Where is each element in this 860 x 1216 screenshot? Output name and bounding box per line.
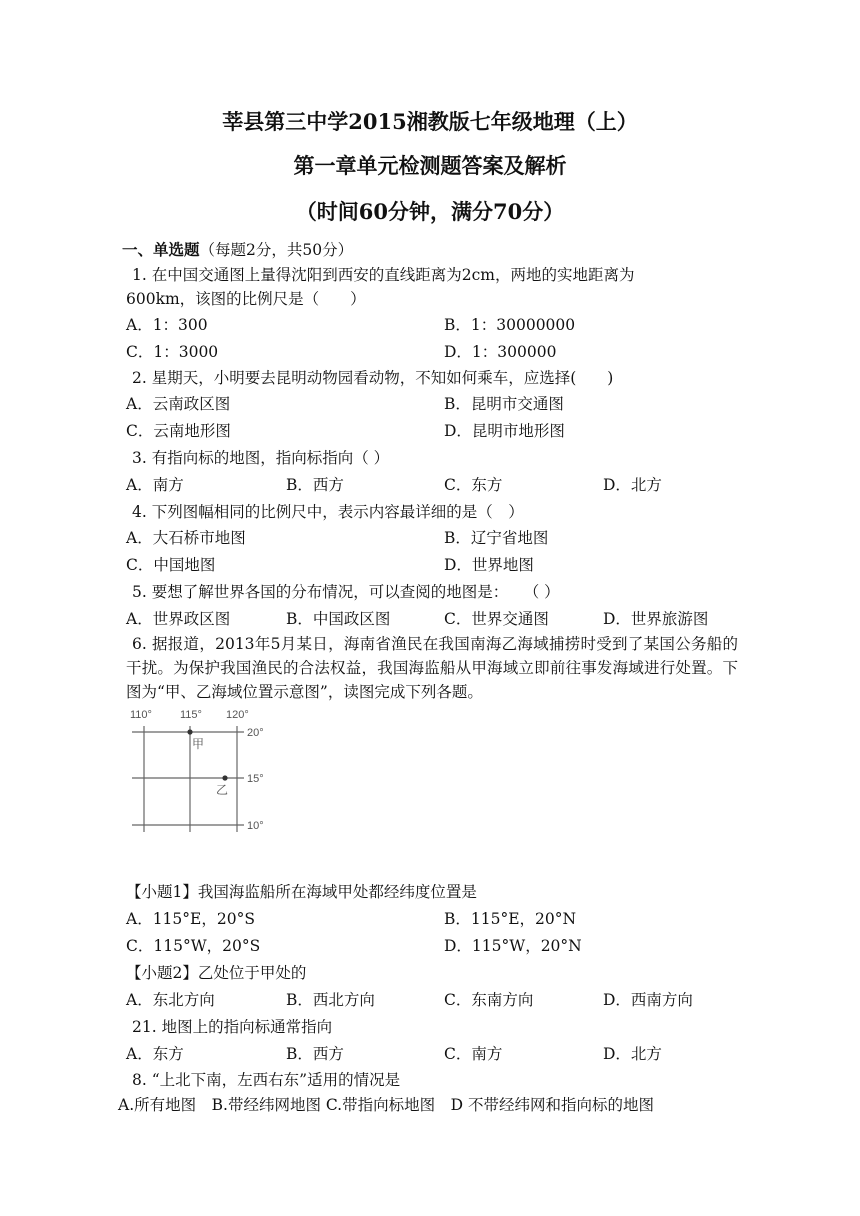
q8-stem: 8. “上北下南，左西右东”适用的情况是 xyxy=(132,1071,401,1089)
q4-option-c: C．中国地图 xyxy=(126,556,216,574)
lat-label-10: 10° xyxy=(247,820,264,832)
q1-stem-line1: 1. 在中国交通图上量得沈阳到西安的直线距离为2cm，两地的实地距离为 xyxy=(132,266,635,284)
lat-label-20: 20° xyxy=(247,727,264,739)
q2-option-b: B．昆明市交通图 xyxy=(444,395,564,413)
q21-option-b: B．西方 xyxy=(286,1045,344,1063)
title-school: 莘县第三中学2015湘教版七年级地理（上） xyxy=(222,109,638,134)
q21-option-a: A．东方 xyxy=(126,1045,184,1063)
q6-sub2-option-a: A．东北方向 xyxy=(126,991,215,1009)
q4-option-d: D．世界地图 xyxy=(444,556,534,574)
q2-option-a: A．云南政区图 xyxy=(126,395,231,413)
q6-sub1-option-c: C．115°W，20°S xyxy=(126,937,261,955)
q6-sub2-option-d: D．西南方向 xyxy=(603,991,693,1009)
q6-sub2-option-c: C．东南方向 xyxy=(444,991,534,1009)
point-yi-marker xyxy=(222,775,227,780)
q6-sub2-stem: 【小题2】乙处位于甲处的 xyxy=(126,964,307,982)
q21-option-d: D．北方 xyxy=(603,1045,662,1063)
q4-option-b: B．辽宁省地图 xyxy=(444,529,549,547)
title-chapter: 第一章单元检测题答案及解析 xyxy=(293,153,567,178)
point-jia-label: 甲 xyxy=(192,737,205,751)
q5-option-b: B．中国政区图 xyxy=(286,610,391,628)
q2-option-c: C．云南地形图 xyxy=(126,422,231,440)
q5-option-a: A．世界政区图 xyxy=(126,610,231,628)
q3-option-d: D．北方 xyxy=(603,476,662,494)
point-yi-label: 乙 xyxy=(216,783,229,797)
q3-option-a: A．南方 xyxy=(126,476,184,494)
lat-label-15: 15° xyxy=(247,773,264,785)
q5-stem: 5. 要想了解世界各国的分布情况，可以查阅的地图是： （ ） xyxy=(132,583,560,601)
q3-option-b: B．西方 xyxy=(286,476,344,494)
q5-option-d: D．世界旅游图 xyxy=(603,610,709,628)
q1-option-d: D．1：300000 xyxy=(444,343,557,361)
lat-lon-grid-map xyxy=(124,704,284,834)
q6-sub1-option-d: D．115°W，20°N xyxy=(444,937,582,955)
title-time: （时间60分钟，满分70分） xyxy=(295,199,565,224)
q4-stem: 4. 下列图幅相同的比例尺中，表示内容最详细的是（ ） xyxy=(132,503,524,521)
q21-option-c: C．南方 xyxy=(444,1045,503,1063)
section-note: （每题2分，共50分） xyxy=(199,241,354,259)
q1-option-b: B．1：30000000 xyxy=(444,316,576,334)
q6-sub2-option-b: B．西北方向 xyxy=(286,991,375,1009)
lon-label-120: 120° xyxy=(226,709,249,721)
q1-option-c: C．1：3000 xyxy=(126,343,219,361)
q3-stem: 3. 有指向标的地图，指向标指向（ ） xyxy=(132,449,390,467)
lon-label-110: 110° xyxy=(130,709,152,721)
q2-option-d: D．昆明市地形图 xyxy=(444,422,565,440)
q8-options: A.所有地图 B.带经纬网地图 C.带指向标地图 D 不带经纬网和指向标的地图 xyxy=(118,1096,654,1114)
q6-stem: 6. 据报道，2013年5月某日，海南省渔民在我国南海乙海域捕捞时受到了某国公务船的干扰。为保护我国渔民的合法权益，我国海监船从甲海域立即前往事发海域进行处置。下图为“甲、乙海域位置示意图”，读图完成下列各题。 xyxy=(126,635,738,701)
q21-stem: 21. 地图上的指向标通常指向 xyxy=(132,1018,333,1036)
q3-option-c: C．东方 xyxy=(444,476,503,494)
q6-sub1-option-a: A．115°E，20°S xyxy=(126,910,255,928)
section-header xyxy=(122,238,353,260)
section-name: 一、单选题 xyxy=(122,240,200,259)
lon-label-115: 115° xyxy=(180,709,202,721)
q5-option-c: C．世界交通图 xyxy=(444,610,549,628)
q4-option-a: A．大石桥市地图 xyxy=(126,529,246,547)
q1-option-a: A．1：300 xyxy=(126,316,208,334)
q6-sub1-option-b: B．115°E，20°N xyxy=(444,910,577,928)
q2-stem: 2. 星期天，小明要去昆明动物园看动物，不知如何乘车，应选择( ) xyxy=(132,369,614,387)
point-jia-marker xyxy=(187,729,192,734)
q1-stem-line2: 600km，该图的比例尺是（ ） xyxy=(126,290,366,308)
q6-sub1-stem: 【小题1】我国海监船所在海域甲处都经纬度位置是 xyxy=(126,883,477,901)
